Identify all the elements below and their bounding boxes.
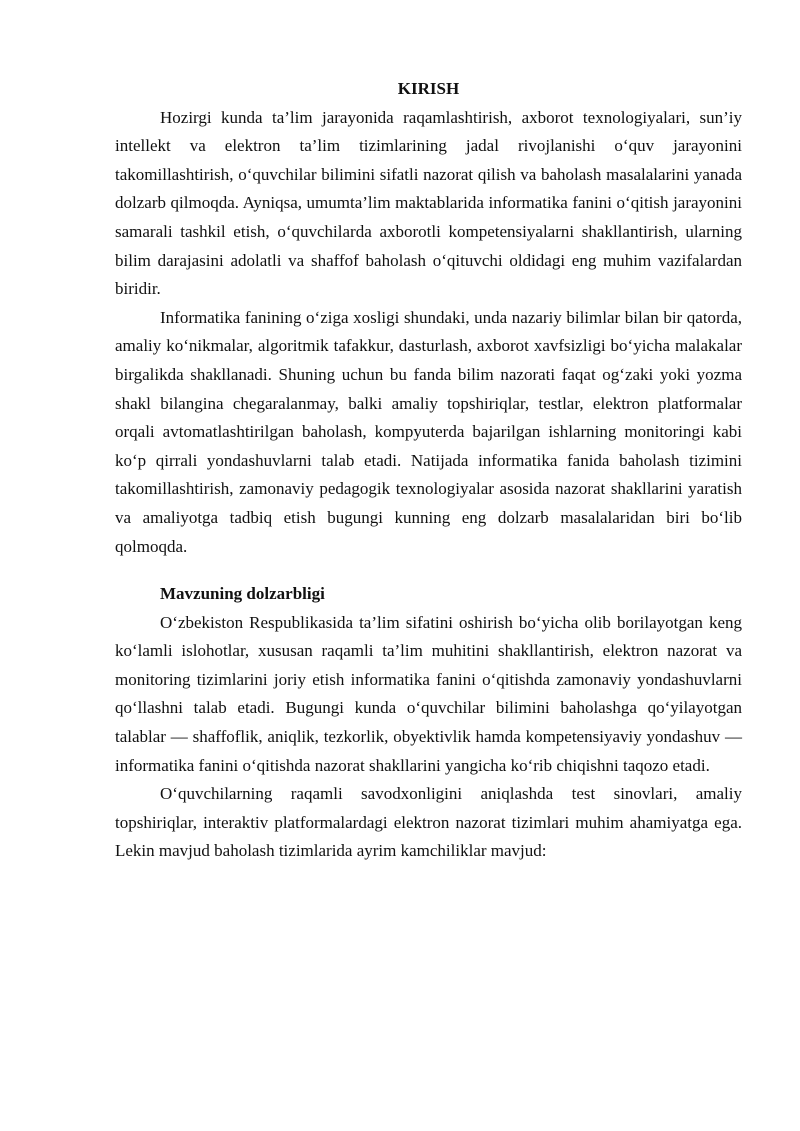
section-heading: Mavzuning dolzarbligi: [160, 584, 325, 604]
intro-paragraph-2: Informatika fanining o‘ziga xosligi shundaki, unda nazariy bilimlar bilan bir qatorda, amaliy ko‘nikmalar, algoritmik tafakkur, dasturlash, axborot xavfsizligi bo‘yicha malakalar birgalikda shakllanadi. Shuning uchun bu fanda bilim nazorati faqat og‘zaki yoki yozma shakl bilangina chegaralanmay, balki amaliy topshiriqlar, testlar, elektron platformalar orqali avtomatlashtirilgan baholash, kompyuterda bajarilgan ishlarning monitoringi kabi ko‘p qirrali yondashuvlarni talab etadi. Natijada informatika fanida baholash tizimini takomillashtirish, zamonaviy pedagogik texnologiyalar asosida nazorat shakllarini yaratish va amaliyotga tadbiq etish bugungi kunning eng dolzarb masalalaridan biri bo‘lib qolmoqda.: [115, 307, 742, 556]
section-paragraph-2: O‘quvchilarning raqamli savodxonligini aniqlashda test sinovlari, amaliy topshiriqlar, interaktiv platformalardagi elektron nazorat tizimlari muhim ahamiyatga ega. Lekin mavjud baholash tizimlarida ayrim kamchiliklar mavjud:: [115, 784, 742, 861]
page-title: KIRISH: [397, 79, 460, 98]
intro-paragraph-1: Hozirgi kunda ta’lim jarayonida raqamlashtirish, axborot texnologiyalari, sun’iy intellekt va elektron ta’lim tizimlarining jadal rivojlanishi o‘quv jarayonini takomillashtirish, o‘quvchilar bilimini sifatli nazorat qilish va baholash masalalarini yanada dolzarb qilmoqda. Ayniqsa, umumta’lim maktablarida informatika fanini o‘qitish jarayonini samarali tashkil etish, o‘quvchilarda axborotli kompetensiyalarni shakllantirish, ularning bilim darajasini adolatli va shaffof baholash o‘qituvchi oldidagi eng muhim vazifalardan biridir.: [115, 107, 742, 299]
section-paragraph-1: O‘zbekiston Respublikasida ta’lim sifatini oshirish bo‘yicha olib borilayotgan keng ko‘lamli islohotlar, xususan raqamli ta’lim muhitini shakllantirish, elektron nazorat va monitoring tizimlarini joriy etish informatika fanini o‘qitishda zamonaviy yondashuvlarni qo‘llashni talab etadi. Bugungi kunda o‘quvchilar bilimini baholashga qo‘yilayotgan talablar — shaffoflik, aniqlik, tezkorlik, obyektivlik hamda kompetensiyaviy yondashuv — informatika fanini o‘qitishda nazorat shakllarini yangicha ko‘rib chiqishni taqozo etadi.: [115, 612, 742, 775]
document-page: [115, 75, 742, 866]
